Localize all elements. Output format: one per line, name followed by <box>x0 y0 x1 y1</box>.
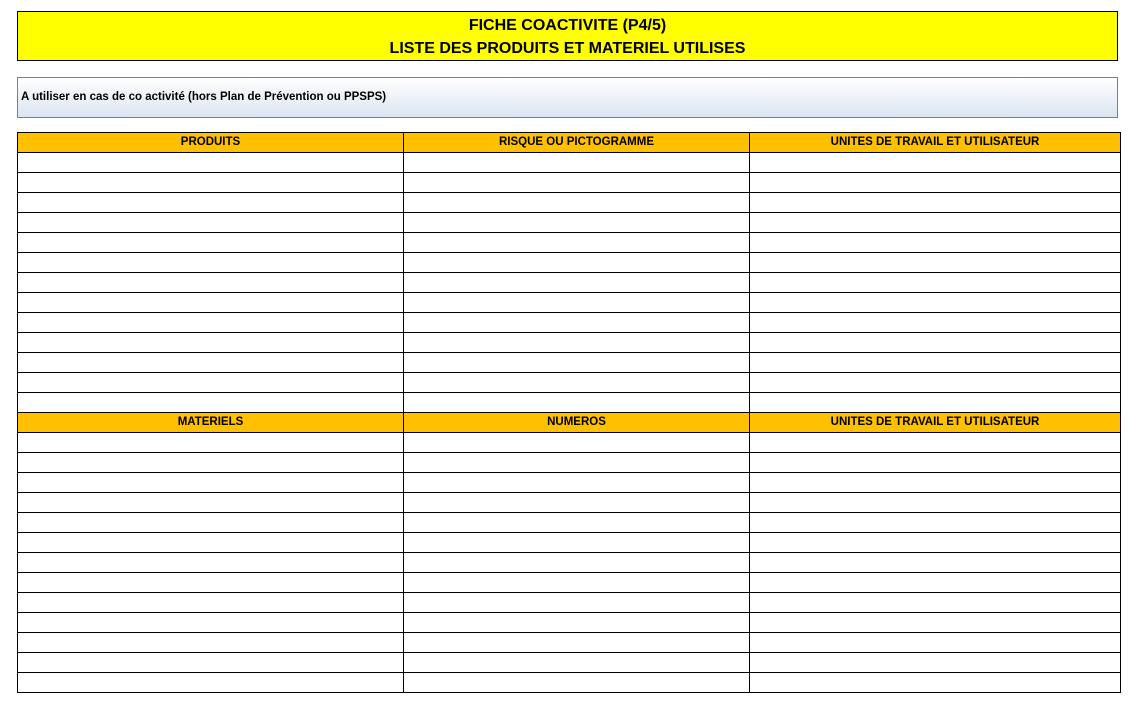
product-cell[interactable] <box>18 333 404 353</box>
product-row <box>18 273 1121 293</box>
title-line-1: FICHE COACTIVITE (P4/5) <box>468 17 667 34</box>
material-cell[interactable] <box>404 593 750 613</box>
material-cell[interactable] <box>404 433 750 453</box>
product-cell[interactable] <box>750 233 1121 253</box>
product-row <box>18 173 1121 193</box>
material-cell[interactable] <box>750 613 1121 633</box>
material-cell[interactable] <box>750 673 1121 693</box>
material-row <box>18 673 1121 693</box>
title-line-2: LISTE DES PRODUITS ET MATERIEL UTILISES <box>389 40 746 57</box>
material-row <box>18 553 1121 573</box>
product-row <box>18 313 1121 333</box>
material-row <box>18 453 1121 473</box>
product-cell[interactable] <box>750 153 1121 173</box>
material-cell[interactable] <box>18 633 404 653</box>
product-row <box>18 193 1121 213</box>
material-cell[interactable] <box>404 613 750 633</box>
coactivity-table <box>17 132 1121 693</box>
product-cell[interactable] <box>750 213 1121 233</box>
material-row <box>18 613 1121 633</box>
material-cell[interactable] <box>750 553 1121 573</box>
product-row <box>18 293 1121 313</box>
header-materiels: MATERIELS <box>18 413 404 433</box>
header-risque-ou-pictogramme: RISQUE OU PICTOGRAMME <box>404 133 750 153</box>
product-cell[interactable] <box>750 193 1121 213</box>
header-unites-de-travail-materiels: UNITES DE TRAVAIL ET UTILISATEUR <box>750 413 1121 433</box>
product-cell[interactable] <box>404 253 750 273</box>
product-cell[interactable] <box>18 233 404 253</box>
material-cell[interactable] <box>18 593 404 613</box>
product-row <box>18 353 1121 373</box>
material-cell[interactable] <box>750 493 1121 513</box>
product-cell[interactable] <box>750 273 1121 293</box>
product-cell[interactable] <box>18 313 404 333</box>
material-cell[interactable] <box>404 653 750 673</box>
material-cell[interactable] <box>404 453 750 473</box>
material-cell[interactable] <box>404 673 750 693</box>
material-cell[interactable] <box>750 653 1121 673</box>
product-cell[interactable] <box>404 353 750 373</box>
material-cell[interactable] <box>18 493 404 513</box>
product-row <box>18 333 1121 353</box>
product-row <box>18 213 1121 233</box>
products-header-row <box>18 133 1121 153</box>
product-cell[interactable] <box>18 353 404 373</box>
product-cell[interactable] <box>750 373 1121 393</box>
product-cell[interactable] <box>404 153 750 173</box>
product-cell[interactable] <box>750 173 1121 193</box>
material-cell[interactable] <box>18 473 404 493</box>
material-row <box>18 633 1121 653</box>
material-cell[interactable] <box>750 573 1121 593</box>
material-cell[interactable] <box>404 513 750 533</box>
product-cell[interactable] <box>404 233 750 253</box>
product-cell[interactable] <box>404 373 750 393</box>
material-row <box>18 653 1121 673</box>
material-row <box>18 593 1121 613</box>
material-cell[interactable] <box>750 593 1121 613</box>
material-row <box>18 433 1121 453</box>
material-cell[interactable] <box>404 493 750 513</box>
material-cell[interactable] <box>18 573 404 593</box>
material-row <box>18 573 1121 593</box>
product-cell[interactable] <box>18 253 404 273</box>
product-cell[interactable] <box>18 293 404 313</box>
material-cell[interactable] <box>18 513 404 533</box>
material-cell[interactable] <box>18 433 404 453</box>
product-cell[interactable] <box>750 293 1121 313</box>
material-cell[interactable] <box>404 533 750 553</box>
material-cell[interactable] <box>404 473 750 493</box>
material-cell[interactable] <box>750 453 1121 473</box>
product-cell[interactable] <box>404 273 750 293</box>
material-cell[interactable] <box>404 633 750 653</box>
product-cell[interactable] <box>750 353 1121 373</box>
product-cell[interactable] <box>404 333 750 353</box>
product-cell[interactable] <box>404 293 750 313</box>
header-unites-de-travail-produits: UNITES DE TRAVAIL ET UTILISATEUR <box>750 133 1121 153</box>
product-cell[interactable] <box>404 393 750 413</box>
product-row <box>18 393 1121 413</box>
material-cell[interactable] <box>18 553 404 573</box>
product-cell[interactable] <box>404 193 750 213</box>
material-cell[interactable] <box>750 633 1121 653</box>
product-cell[interactable] <box>18 273 404 293</box>
product-cell[interactable] <box>18 173 404 193</box>
product-cell[interactable] <box>750 393 1121 413</box>
material-cell[interactable] <box>18 533 404 553</box>
material-cell[interactable] <box>18 453 404 473</box>
material-cell[interactable] <box>18 653 404 673</box>
material-cell[interactable] <box>18 613 404 633</box>
material-cell[interactable] <box>750 433 1121 453</box>
material-cell[interactable] <box>750 533 1121 553</box>
usage-note: A utiliser en cas de co activité (hors Plan de Prévention ou PPSPS) <box>17 77 1118 118</box>
material-cell[interactable] <box>404 553 750 573</box>
header-numeros: NUMEROS <box>404 413 750 433</box>
header-produits: PRODUITS <box>18 133 404 153</box>
product-cell[interactable] <box>750 253 1121 273</box>
material-cell[interactable] <box>404 573 750 593</box>
material-cell[interactable] <box>750 513 1121 533</box>
material-row <box>18 473 1121 493</box>
product-cell[interactable] <box>18 193 404 213</box>
product-cell[interactable] <box>750 333 1121 353</box>
product-cell[interactable] <box>18 213 404 233</box>
product-cell[interactable] <box>18 153 404 173</box>
materials-header-row <box>18 413 1121 433</box>
product-row <box>18 233 1121 253</box>
product-cell[interactable] <box>750 313 1121 333</box>
material-row <box>18 513 1121 533</box>
material-row <box>18 493 1121 513</box>
product-cell[interactable] <box>18 393 404 413</box>
product-cell[interactable] <box>404 213 750 233</box>
coactivity-table-body <box>18 133 1121 693</box>
product-cell[interactable] <box>404 313 750 333</box>
product-cell[interactable] <box>404 173 750 193</box>
material-row <box>18 533 1121 553</box>
page-title <box>17 11 1118 61</box>
product-row <box>18 253 1121 273</box>
material-cell[interactable] <box>18 673 404 693</box>
material-cell[interactable] <box>750 473 1121 493</box>
product-row <box>18 153 1121 173</box>
product-cell[interactable] <box>18 373 404 393</box>
product-row <box>18 373 1121 393</box>
